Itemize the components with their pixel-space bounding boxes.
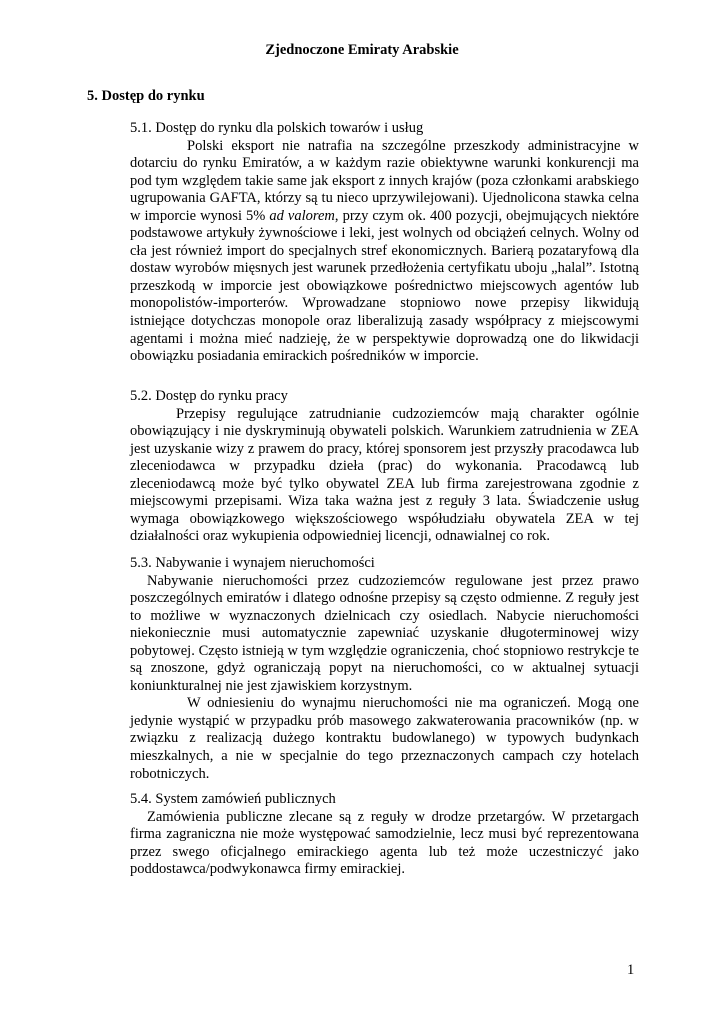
page-number: 1 [627, 962, 635, 978]
document-title: Zjednoczone Emiraty Arabskie [265, 42, 459, 58]
subsection-heading: 5.1. Dostęp do rynku dla polskich towarów i usług [130, 120, 424, 136]
paragraph: Nabywanie nieruchomości przez cudzoziemców regulowane jest przez prawo poszczególnych emiratów i dlatego odnośne przepisy są często odmienne. Z reguły jest to możliwe w wyznaczonych dzielnicach czy osiedlach. Nabycie nieruchomości niekoniecznie musi automatycznie zapewniać uzyskanie długoterminowej wizy pobytowej. Często istnieją w tym względzie ograniczenia, choć stopniowo restrykcje te są znoszone, gdyż ograniczają popyt na nieruchomości, co w aktualnej sytuacji koniunkturalnej nie jest zjawiskiem korzystnym. [130, 572, 639, 694]
paragraph-text: Polski eksport nie natrafia na szczególne przeszkody administracyjne w dotarciu do rynku Emiratów, a w każdym razie obiektywne warunki konkurencji ma pod tym względem takie same jak eksport z innych krajów (poza członkami arabskiego ugrupowania GAFTA, którzy są tu nieco uprzywilejowani). Ujednolicona stawka celna w imporcie wynosi 5% [130, 137, 639, 224]
paragraph [130, 138, 639, 366]
paragraph: Przepisy regulujące zatrudnianie cudzoziemców mają charakter ogólnie obowiązujący i nie dyskryminują obywateli polskich. Warunkiem zatrudnienia w ZEA jest uzyskanie wizy z prawem do pracy, której sponsorem jest przyszły pracodawca lub zleceniodawca w przypadku dzieła (prac) do wykonania. Pracodawcą lub zleceniodawcą może być tylko obywatel ZEA lub firma zarejestrowana zgodnie z miejscowymi przepisami. Wiza taka ważna jest z reguły 3 lata. Świadczenie usług wymaga obowiązkowego większościowego współudziału obywatela ZEA w tej działalności oraz wykupienia odpowiedniej licencji, odnawialnej co rok. [130, 405, 639, 545]
subsection-heading: 5.3. Nabywanie i wynajem nieruchomości [130, 555, 375, 571]
emphasis-text: ad valorem [269, 207, 335, 224]
subsection-heading: 5.2. Dostęp do rynku pracy [130, 388, 288, 404]
paragraph-text: , przy czym ok. 400 pozycji, obejmujących niektóre podstawowe artykuły żywnościowe i leki, jest wolnych od obciążeń celnych. Wolny od cła jest również import do specjalnych stref ekonomicznych. Barierą pozataryfową dla dostaw wyrobów mięsnych jest warunek przedłożenia certyfikatu uboju „halal”. Istotną przeszkodą w imporcie jest obowiązkowe pośrednictwo miejscowych agentów lub monopolistów-importerów. Wprowadzane stopniowo nowe przepisy likwidują istniejące dotychczas monopole oraz liberalizują zasady współpracy z miejscowymi agentami i można mieć nadzieję, że w perspektywie doprowadzą one do likwidacji obowiązku posiadania emirackich pośredników w imporcie. [130, 207, 639, 365]
subsection-heading: 5.4. System zamówień publicznych [130, 791, 336, 807]
paragraph: W odniesieniu do wynajmu nieruchomości nie ma ograniczeń. Mogą one jedynie wystąpić w przypadku prób masowego zakwaterowania pracowników (np. w związku z realizacją dużego kontraktu budowlanego) w typowych budynkach mieszkalnych, a nie w specjalnie do tego przeznaczonych campach czy hotelach robotniczych. [130, 695, 639, 782]
section-5-3 [130, 555, 639, 783]
section-5-1 [130, 120, 639, 366]
paragraph: Zamówienia publiczne zlecane są z reguły w drodze przetargów. W przetargach firma zagraniczna nie może występować samodzielnie, lecz musi być reprezentowana przez swego oficjalnego emirackiego agenta lub też może uczestniczyć jako poddostawca/podwykonawca firmy emirackiej. [130, 808, 639, 878]
section-heading: 5. Dostęp do rynku [87, 88, 205, 104]
section-5-4 [130, 791, 639, 879]
section-5-2 [130, 388, 639, 546]
